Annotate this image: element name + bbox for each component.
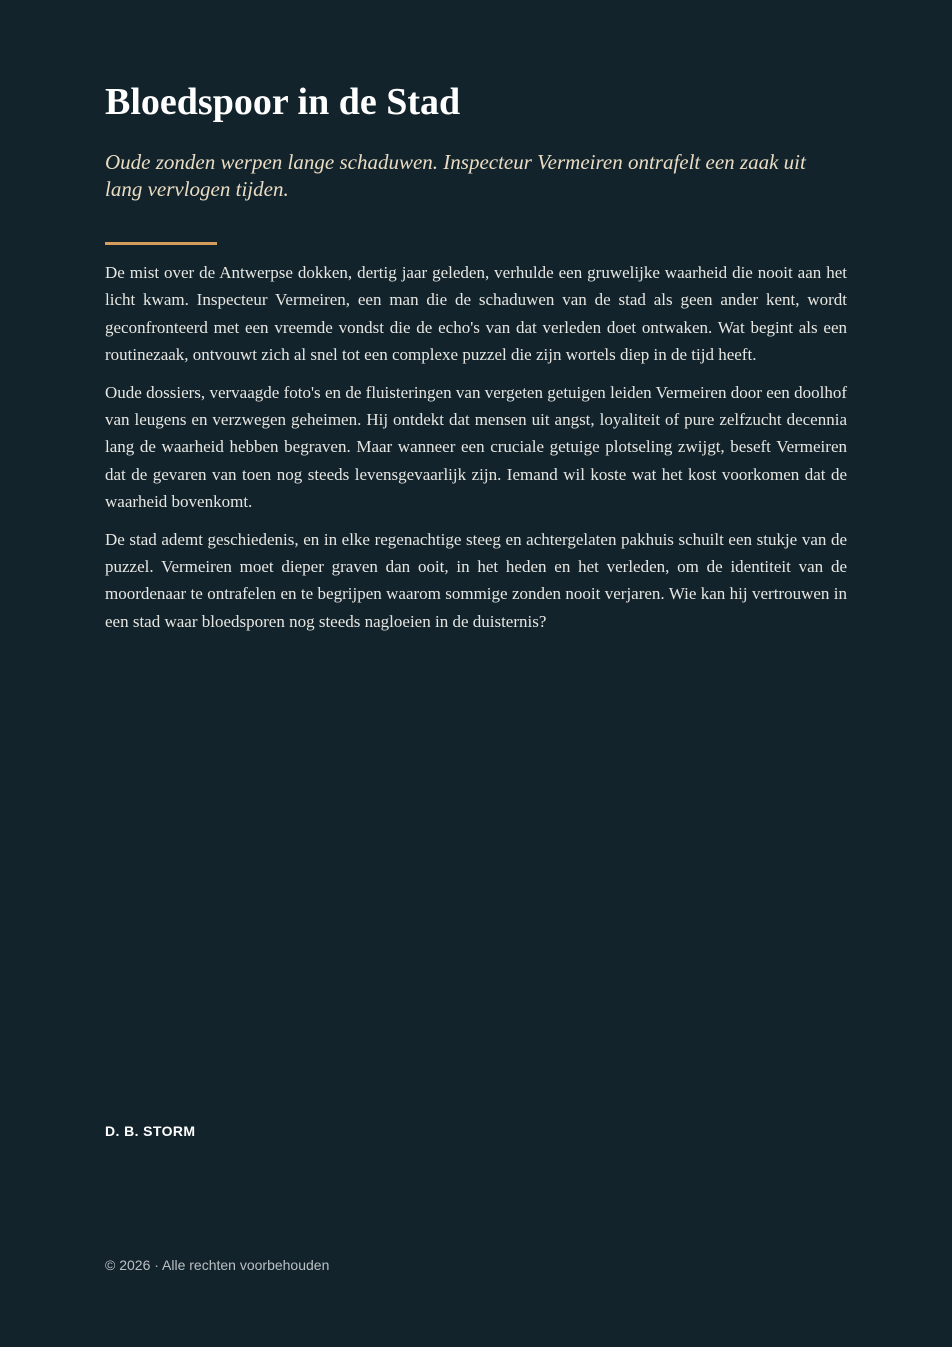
- book-cover-page: [105, 0, 847, 1347]
- copyright-notice: © 2026 · Alle rechten voorbehouden: [105, 1257, 330, 1273]
- author-name: D. B. STORM: [105, 1123, 196, 1139]
- synopsis-paragraph: Oude dossiers, vervaagde foto's en de fluisteringen van vergeten getuigen leiden Vermeiren door een doolhof van leugens en verzwegen geheimen. Hij ontdekt dat mensen uit angst, loyaliteit of pure zelfzucht decennia lang de waarheid hebben begraven. Maar wanneer een cruciale getuige plotseling zwijgt, beseft Vermeiren dat de gevaren van toen nog steeds levensgevaarlijk zijn. Iemand wil koste wat het kost voorkomen dat de waarheid bovenkomt.: [105, 382, 847, 512]
- book-subtitle: Oude zonden werpen lange schaduwen. Inspecteur Vermeiren ontrafelt een zaak uit lang vervlogen tijden.: [105, 150, 806, 201]
- accent-divider: [105, 242, 217, 245]
- synopsis: [105, 259, 847, 645]
- synopsis-paragraph: De stad ademt geschiedenis, en in elke regenachtige steeg en achtergelaten pakhuis schuilt een stukje van de puzzel. Vermeiren moet dieper graven dan ooit, in het heden en het verleden, om de identiteit van de moordenaar te ontrafelen en te begrijpen waarom sommige zonden nooit verjaren. Wie kan hij vertrouwen in een stad waar bloedsporen nog steeds nagloeien in de duisternis?: [105, 529, 847, 631]
- book-title: Bloedspoor in de Stad: [105, 81, 461, 123]
- synopsis-paragraph: De mist over de Antwerpse dokken, dertig jaar geleden, verhulde een gruwelijke waarheid die nooit aan het licht kwam. Inspecteur Vermeiren, een man die de schaduwen van de stad als geen ander kent, wordt geconfronteerd met een vreemde vondst die de echo's van dat verleden doet ontwaken. Wat begint als een routinezaak, ontvouwt zich al snel tot een complexe puzzel die zijn wortels diep in de tijd heeft.: [105, 263, 847, 365]
